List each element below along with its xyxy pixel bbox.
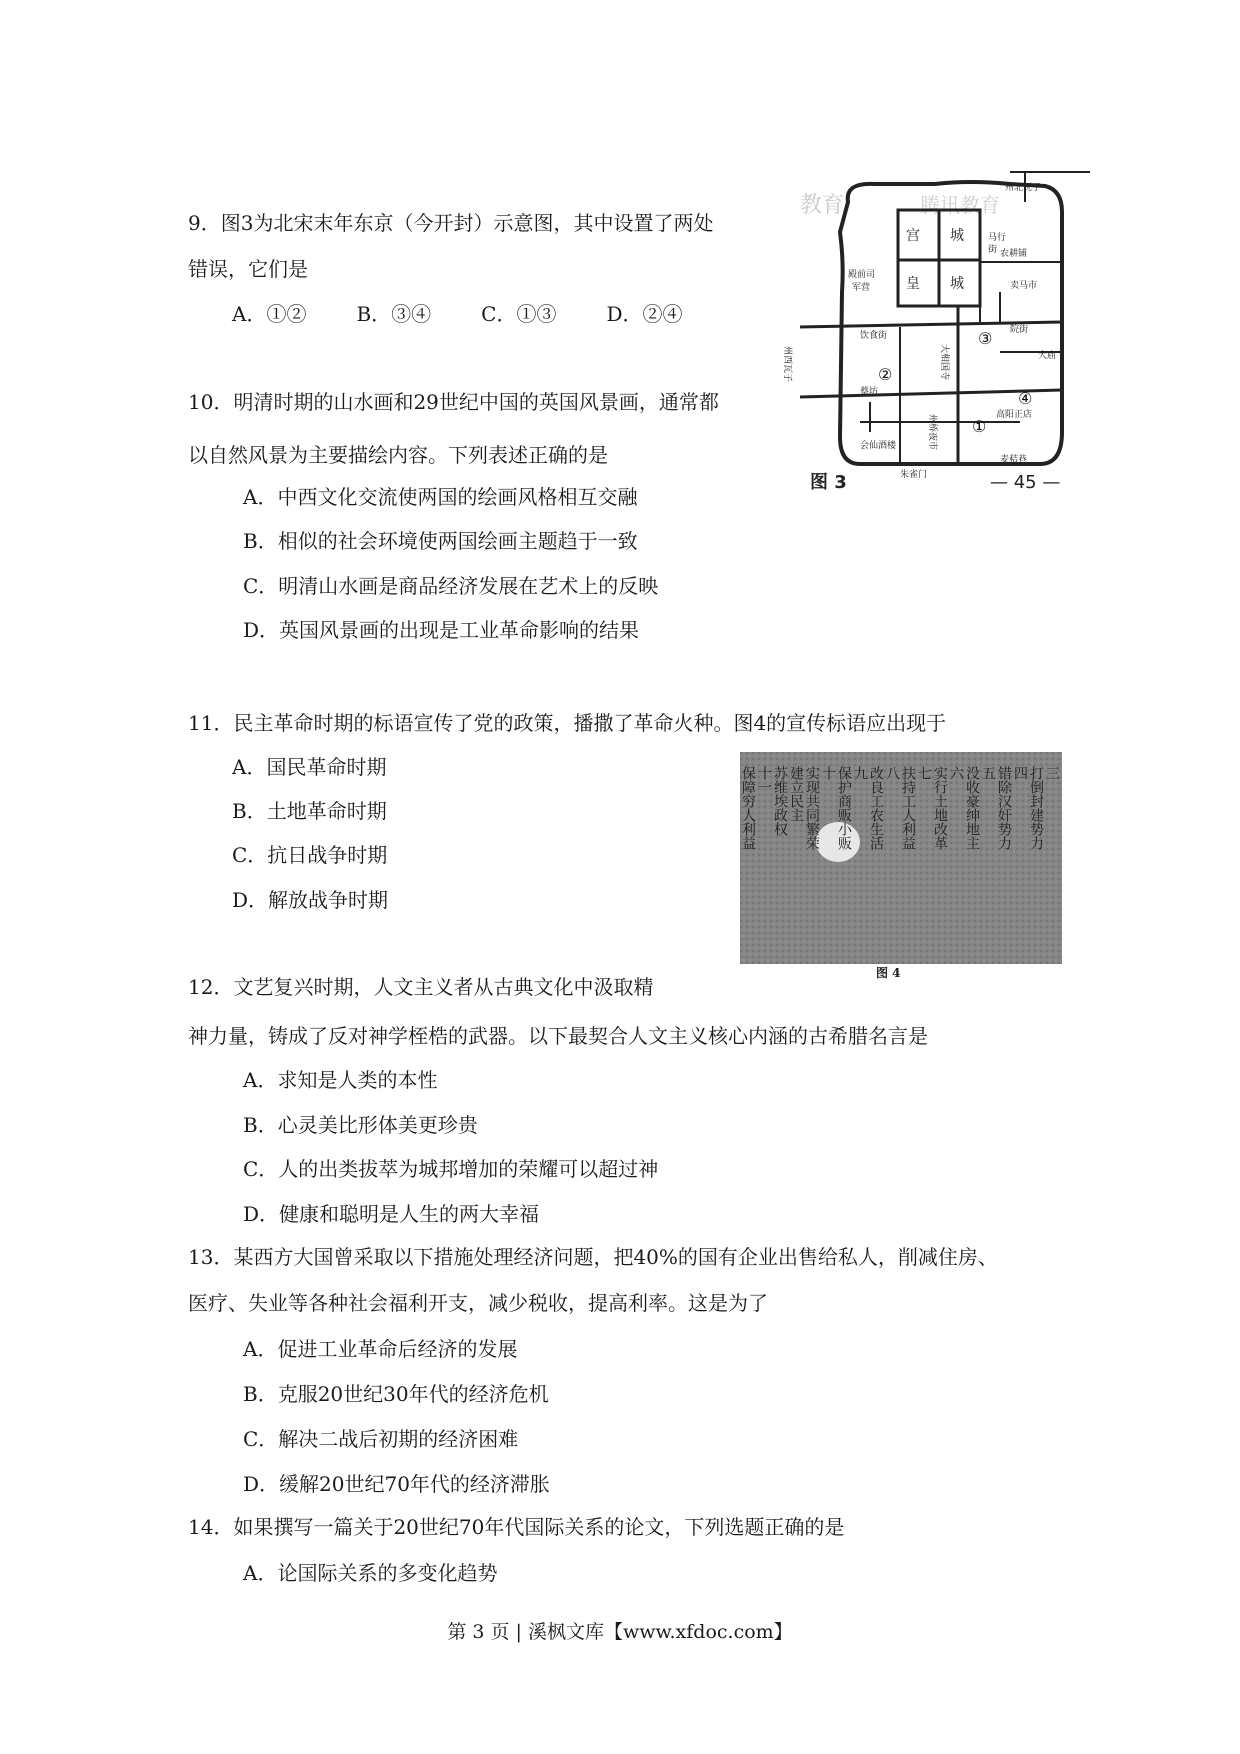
marker-1: ① bbox=[972, 417, 987, 436]
slogan-column-10: 扶持工人利益 bbox=[900, 766, 916, 850]
figure-3-caption: 图 3 bbox=[810, 472, 847, 493]
slogan-column-15: 十 bbox=[820, 766, 836, 780]
q11-stem: 11．民主革命时期的标语宣传了党的政策，播撒了革命火种。图4的宣传标语应出现于 bbox=[188, 711, 947, 735]
slogan-column-4: 错除汉奸势力 bbox=[996, 766, 1012, 850]
label-zhoubei: 州北瓦子 bbox=[1005, 183, 1042, 193]
slogan-column-3: 四 bbox=[1012, 766, 1028, 780]
q9-options bbox=[232, 301, 733, 327]
figure-3-map bbox=[782, 172, 1100, 502]
q10-option-c: C．明清山水画是商品经济发展在艺术上的反映 bbox=[243, 574, 659, 598]
label-huishan: 会仙酒楼 bbox=[860, 441, 897, 451]
label-yeshi: 州桥夜市 bbox=[927, 414, 937, 451]
q10-stem-line2: 以自然风景为主要描绘内容。下列表述正确的是 bbox=[188, 443, 608, 467]
q9-option-c: C．①③ bbox=[481, 302, 557, 326]
page-footer: 第 3 页 | 溪枫文库【www.xfdoc.com】 bbox=[447, 1621, 793, 1643]
q9-stem-line2: 错误，它们是 bbox=[188, 257, 308, 281]
slogan-column-17: 建立民主 bbox=[788, 766, 804, 822]
q9-option-b: B．③④ bbox=[356, 302, 432, 326]
label-zhuque: 朱雀门 bbox=[900, 470, 928, 480]
q12-option-b: B．心灵美比形体美更珍贵 bbox=[243, 1113, 478, 1137]
q11-option-a: A．国民革命时期 bbox=[232, 755, 387, 779]
figure-4-slogan-photo bbox=[740, 752, 1062, 964]
q13-option-c: C．解决二战后初期的经济困难 bbox=[243, 1427, 519, 1451]
watermark-2: 腾讯教育 bbox=[920, 193, 1000, 217]
slogan-column-18: 苏维埃政权 bbox=[772, 766, 788, 836]
q11-option-b: B．土地革命时期 bbox=[232, 799, 387, 823]
marker-3: ③ bbox=[978, 329, 993, 348]
q11-option-c: C．抗日战争时期 bbox=[232, 843, 388, 867]
slogan-column-11: 八 bbox=[884, 766, 900, 780]
label-yinshi: 饮食街 bbox=[860, 331, 888, 341]
q12-option-d: D．健康和聪明是人生的两大幸福 bbox=[243, 1202, 540, 1226]
q9-stem-line1: 9．图3为北宋末年东京（今开封）示意图，其中设置了两处 bbox=[188, 211, 714, 235]
q14-stem: 14．如果撰写一篇关于20世纪70年代国际关系的论文，下列选题正确的是 bbox=[188, 1515, 845, 1539]
label-junying: 军营 bbox=[852, 283, 871, 293]
watermark-1: 教育 bbox=[800, 193, 845, 218]
label-mahang2: 街 bbox=[988, 245, 998, 255]
label-zhouxi: 州西瓦子 bbox=[782, 346, 792, 383]
map-of-kaifeng bbox=[782, 172, 1100, 502]
slogan-column-20: 保障穷人利益 bbox=[740, 766, 756, 850]
q13-stem-line1: 13．某西方大国曾采取以下措施处理经济问题，把40%的国有企业出售给私人，削减住房、 bbox=[188, 1245, 998, 1269]
label-mahang: 马行 bbox=[988, 233, 1007, 243]
q12-option-a: A．求知是人类的本性 bbox=[243, 1068, 438, 1092]
q12-option-c: C．人的出类拔萃为城邦增加的荣耀可以超过神 bbox=[243, 1157, 659, 1181]
slogan-column-7: 六 bbox=[948, 766, 964, 780]
label-gaoshi: 高阳正店 bbox=[996, 410, 1033, 420]
marker-2: ② bbox=[878, 365, 893, 384]
slogan-column-14: 保护商贩小贩 bbox=[836, 766, 852, 850]
slogan-column-1: 三 bbox=[1044, 766, 1060, 780]
figure-4-caption: 图 4 bbox=[876, 966, 901, 980]
label-maima: 卖马市 bbox=[1010, 281, 1038, 291]
label-daxiangguo: 大相国寺 bbox=[939, 344, 949, 381]
label-zhujin: 院街 bbox=[1010, 325, 1029, 335]
q10-option-d: D．英国风景画的出现是工业革命影响的结果 bbox=[243, 618, 640, 642]
label-imperial-city: 城 bbox=[950, 276, 964, 292]
slogan-column-6: 没收豪绅地主 bbox=[964, 766, 980, 850]
q13-stem-line2: 医疗、失业等各种社会福利开支，减少税收，提高利率。这是为了 bbox=[188, 1291, 768, 1315]
q13-option-d: D．缓解20世纪70年代的经济滞胀 bbox=[243, 1472, 550, 1496]
q12-stem-line2: 神力量，铸成了反对神学桎梏的武器。以下最契合人文主义核心内涵的古希腊名言是 bbox=[188, 1024, 928, 1048]
label-dazhong: 大庙 bbox=[1038, 351, 1057, 361]
label-imperial: 皇 bbox=[906, 276, 920, 292]
slogan-column-8: 实行土地改革 bbox=[932, 766, 948, 850]
slogan-column-5: 五 bbox=[980, 766, 996, 780]
marker-4: ④ bbox=[1018, 389, 1033, 408]
label-city: 城 bbox=[950, 228, 964, 244]
q14-option-a: A．论国际关系的多变化趋势 bbox=[243, 1561, 498, 1585]
label-jiemian: 麦秸巷 bbox=[1000, 455, 1028, 465]
slogan-column-13: 九 bbox=[852, 766, 868, 780]
q10-option-a: A．中西文化交流使两国的绘画风格相互交融 bbox=[243, 485, 638, 509]
q9-option-d: D．②④ bbox=[606, 302, 683, 326]
label-dianqian: 殿前司 bbox=[848, 270, 876, 280]
label-nongju: 农耕铺 bbox=[1000, 249, 1028, 259]
q11-option-d: D．解放战争时期 bbox=[232, 888, 389, 912]
slogan-column-9: 七 bbox=[916, 766, 932, 780]
q10-option-b: B．相似的社会环境使两国绘画主题趋于一致 bbox=[243, 529, 638, 553]
q13-option-b: B．克服20世纪30年代的经济危机 bbox=[243, 1382, 549, 1406]
label-daixing: 蔡坊 bbox=[860, 387, 879, 397]
slogan-column-12: 改良工农生活 bbox=[868, 766, 884, 850]
q13-option-a: A．促进工业革命后经济的发展 bbox=[243, 1337, 518, 1361]
figure-3-page-mark: — 45 — bbox=[990, 472, 1061, 493]
slogan-column-19: 十一 bbox=[756, 766, 772, 794]
label-palace: 宫 bbox=[906, 228, 920, 244]
slogan-column-16: 实现共同繁荣 bbox=[804, 766, 820, 850]
q12-stem-line1: 12．文艺复兴时期，人文主义者从古典文化中汲取精 bbox=[188, 975, 654, 999]
slogan-wall-image bbox=[740, 752, 1062, 964]
q10-stem-line1: 10．明清时期的山水画和29世纪中国的英国风景画，通常都 bbox=[188, 390, 719, 414]
slogan-column-2: 打倒封建势力 bbox=[1028, 766, 1044, 850]
q9-option-a: A．①② bbox=[232, 302, 307, 326]
